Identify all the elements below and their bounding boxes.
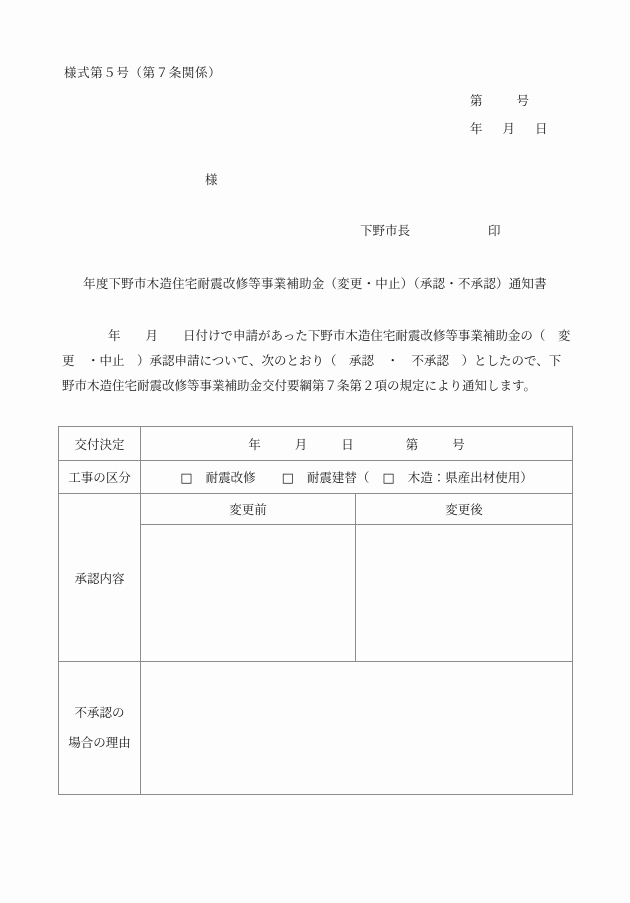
decision-number-unit: 号 (452, 436, 465, 452)
option-label-wooden-prefecture-timber: 木造：県産出材使用） (407, 470, 533, 485)
approval-content-after-value[interactable] (356, 525, 573, 662)
date-month-label: 月 (502, 121, 516, 136)
seal-mark: 印 (488, 223, 501, 238)
document-number-unit: 号 (516, 93, 530, 108)
table-row-work-kind (59, 461, 573, 494)
issuer-title: 下野市長 (360, 223, 411, 238)
row-label-disapproval-reason (59, 662, 141, 795)
table-row-change-subheader (59, 494, 573, 525)
row-label-approval-content: 承認内容 (59, 494, 141, 662)
date-year-label: 年 (470, 121, 483, 136)
document-title: 年度下野市木造住宅耐震改修等事業補助金（変更・中止）（承認・不承認）通知書 (83, 276, 547, 291)
body-line-1: 年 月 日付けで申請があった下野市木造住宅耐震改修等事業補助金の（ 変 (108, 328, 571, 343)
notification-form-table (58, 426, 573, 795)
row-label-work-kind: 工事の区分 (59, 461, 141, 494)
form-number: 様式第５号（第７条関係） (64, 65, 222, 80)
document-date-field (470, 119, 548, 137)
approval-content-before-value[interactable] (141, 525, 356, 662)
document-number-label: 第 (470, 93, 483, 108)
grant-decision-fields[interactable] (141, 427, 573, 461)
work-kind-options (141, 461, 573, 494)
decision-month-label: 月 (294, 436, 308, 452)
decision-year-label: 年 (248, 436, 261, 452)
date-day-label: 日 (535, 121, 548, 136)
issuer-line (360, 221, 501, 239)
table-row-grant-decision (59, 427, 573, 461)
column-header-after-change: 変更後 (356, 494, 573, 525)
option-label-seismic-rebuild: 耐震建替（ (306, 470, 370, 485)
body-paragraph (62, 323, 570, 398)
checkbox-wooden-prefecture-timber[interactable]: □ (382, 471, 395, 486)
disapproval-reason-label-line1: 不承認の (74, 705, 125, 720)
addressee-honorific: 様 (205, 172, 218, 187)
option-label-seismic-retrofit: 耐震改修 (205, 470, 256, 485)
checkbox-seismic-rebuild[interactable]: □ (281, 471, 294, 486)
disapproval-reason-label-line2: 場合の理由 (68, 735, 131, 750)
decision-day-label: 日 (341, 436, 354, 452)
checkbox-seismic-retrofit[interactable]: □ (180, 471, 193, 486)
row-label-grant-decision: 交付決定 (59, 427, 141, 461)
document-number-field (470, 91, 529, 109)
body-line-3: 野市木造住宅耐震改修等事業補助金交付要綱第７条第２項の規定により通知します。 (62, 378, 537, 393)
column-header-before-change: 変更前 (141, 494, 356, 525)
decision-number-label: 第 (405, 436, 419, 452)
table-row-disapproval-reason (59, 662, 573, 795)
disapproval-reason-value[interactable] (141, 662, 573, 795)
body-line-2: 更 ・中止 ）承認申請について、次のとおり（ 承認 ・ 不承認 ）としたので、下 (62, 353, 562, 368)
